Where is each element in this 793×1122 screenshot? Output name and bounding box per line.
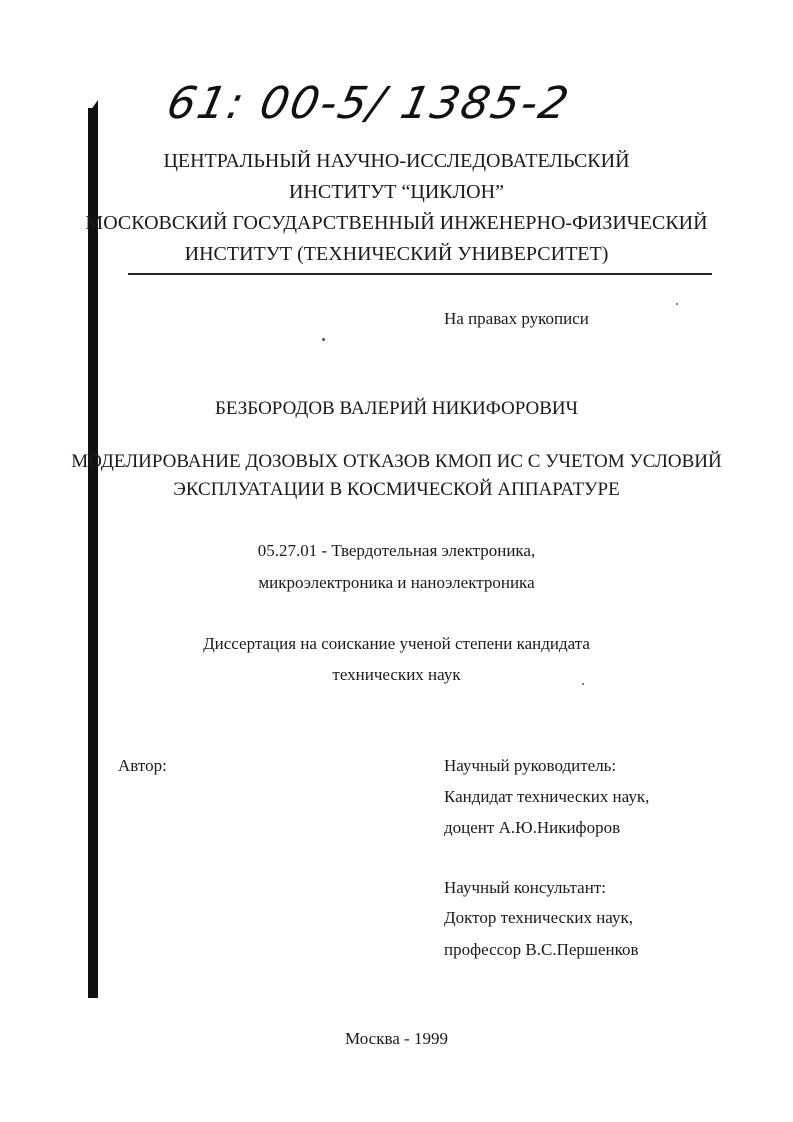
thesis-title-line-2: ЭКСПЛУАТАЦИИ В КОСМИЧЕСКОЙ АППАРАТУРЕ [173, 479, 620, 500]
degree-line-1: Диссертация на соискание ученой степени кандидата [203, 634, 590, 653]
thesis-title-line-1: МОДЕЛИРОВАНИЕ ДОЗОВЫХ ОТКАЗОВ КМОП ИС С УЧЕТОМ УСЛОВИЙ [71, 451, 722, 472]
institution-line-3: МОСКОВСКИЙ ГОСУДАРСТВЕННЫЙ ИНЖЕНЕРНО-ФИЗИЧЕСКИЙ [85, 212, 708, 234]
specialty-line-2: микроэлектроника и наноэлектроника [258, 573, 535, 592]
consultant-heading: Научный консультант: [444, 878, 606, 897]
supervisor-heading: Научный руководитель: [444, 756, 617, 775]
author-label: Автор: [118, 756, 167, 775]
institution-line-4: ИНСТИТУТ (ТЕХНИЧЕСКИЙ УНИВЕРСИТЕТ) [184, 243, 609, 265]
catalog-mark-handwritten: 61: 00-5/ 1385-2 [162, 78, 575, 129]
scan-speck [322, 338, 325, 341]
rights-note: На правах рукописи [444, 309, 589, 328]
specialty-line-1: 05.27.01 - Твердотельная электроника, [257, 541, 536, 560]
consultant-degree: Доктор технических наук, [444, 908, 633, 927]
scan-speck [676, 303, 678, 305]
consultant-name: профессор В.С.Першенков [444, 940, 639, 959]
city-year: Москва - 1999 [345, 1029, 448, 1048]
degree-line-2: технических наук [332, 665, 461, 684]
scan-speck [582, 683, 584, 685]
supervisor-degree: Кандидат технических наук, [444, 787, 650, 806]
header-divider [128, 273, 712, 275]
institution-line-2: ИНСТИТУТ “ЦИКЛОН” [289, 181, 504, 203]
supervisor-name: доцент А.Ю.Никифоров [444, 818, 621, 837]
author-name: БЕЗБОРОДОВ ВАЛЕРИЙ НИКИФОРОВИЧ [215, 398, 578, 419]
institution-line-1: ЦЕНТРАЛЬНЫЙ НАУЧНО-ИССЛЕДОВАТЕЛЬСКИЙ [163, 150, 630, 172]
